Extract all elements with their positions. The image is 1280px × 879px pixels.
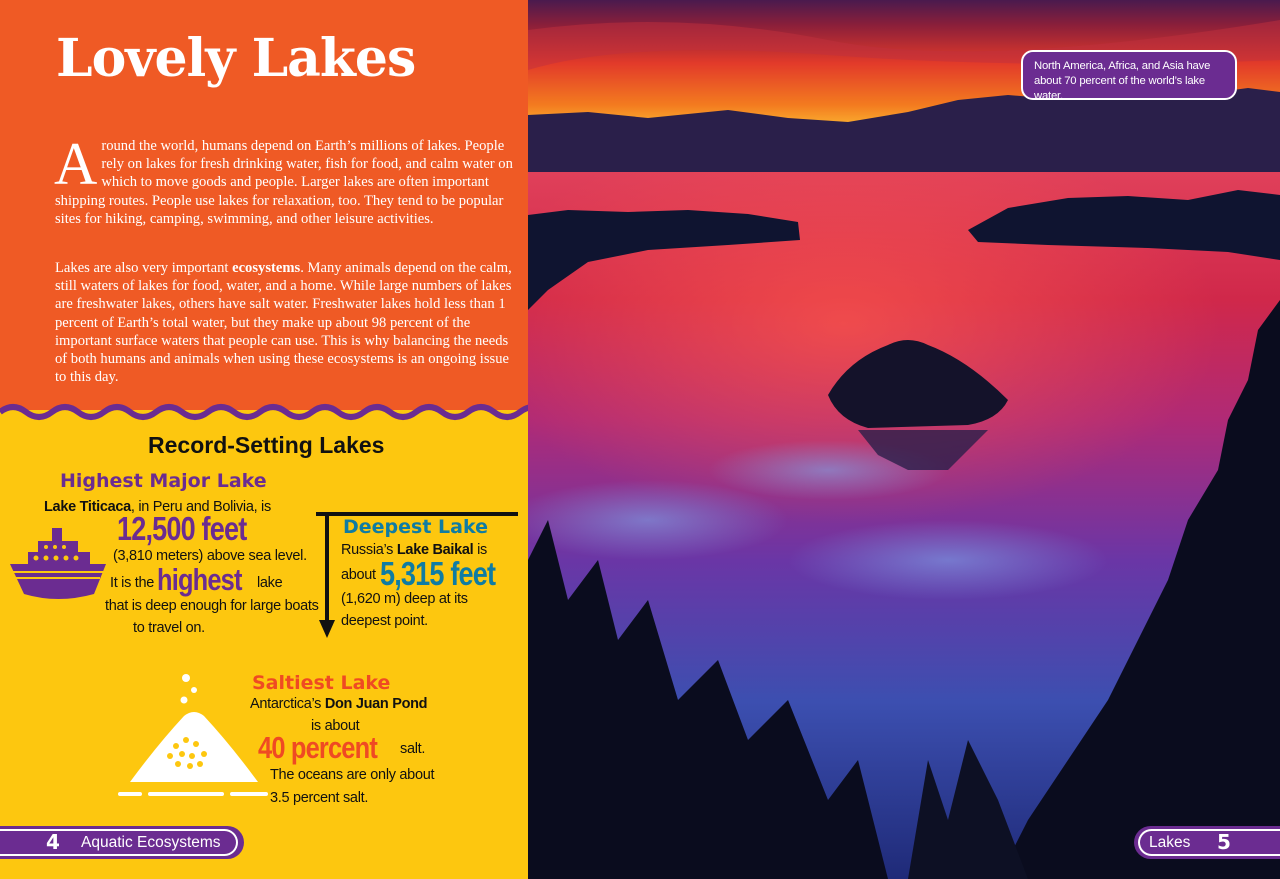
lake-sunset-photo <box>528 0 1280 879</box>
footer-right-tab <box>1134 826 1280 859</box>
page-number-left: 4 <box>46 830 60 854</box>
ecosystems-term: ecosystems <box>232 260 301 276</box>
lake-baikal-name: Lake Baikal <box>396 542 474 558</box>
intro-paragraph-2-start: Lakes are also very important <box>55 260 233 276</box>
right-page <box>528 0 1280 879</box>
saltiest-line-1 <box>250 696 427 712</box>
deepest-line-4: deepest point. <box>341 613 428 629</box>
intro-paragraph-2 <box>55 259 517 386</box>
highest-line-5: to travel on. <box>133 620 205 636</box>
page-title: Lovely Lakes <box>56 28 416 89</box>
highest-elevation-value: 12,500 feet <box>117 510 247 547</box>
deepest-line-1-start: Russia’s <box>341 542 397 558</box>
deepest-line-1-end: is <box>473 542 487 558</box>
highest-line-3-end: lake <box>257 575 283 591</box>
saltiest-line-5: 3.5 percent salt. <box>270 790 369 806</box>
footer-chapter-label: Lakes <box>1149 834 1191 851</box>
highest-line-1-rest: , in Peru and Bolivia, is <box>130 499 271 515</box>
highest-line-2: (3,810 meters) above sea level. <box>113 548 307 564</box>
wave-divider <box>0 398 528 432</box>
deepest-line-3: (1,620 m) deep at its <box>341 591 468 607</box>
saltiest-line-3: salt. <box>400 741 426 757</box>
saltiest-line-4: The oceans are only about <box>270 767 435 783</box>
records-heading: Record-Setting Lakes <box>148 432 385 458</box>
drop-cap: A <box>54 131 98 197</box>
highest-line-3-start: It is the <box>110 575 155 591</box>
intro-paragraph-1-text: round the world, humans depend on Earth’s millions of lakes. People rely on lakes for fresh drinking water, fish for food, and calm water on which to move goods and people. Larger lakes are often important shipping routes. People use lakes for relaxation, too. They tend to be popular sites for hiking, camping, swimming, and other leisure activities. <box>55 138 513 227</box>
left-page <box>0 0 528 879</box>
fact-caption-box: North America, Africa, and Asia have about 70 percent of the world’s lake water. <box>1021 50 1237 100</box>
lake-titicaca-name: Lake Titicaca <box>44 499 131 515</box>
page-number-right: 5 <box>1217 830 1231 854</box>
ship-icon <box>8 524 108 604</box>
intro-paragraph-1 <box>54 131 517 228</box>
salt-pile-icon <box>118 666 268 804</box>
saltiest-lake-title: Saltiest Lake <box>252 672 391 694</box>
highest-line-4: that is deep enough for large boats <box>105 598 319 614</box>
highest-lake-title: Highest Major Lake <box>60 470 267 492</box>
saltiest-line-1-start: Antarctica’s <box>250 696 325 712</box>
deepest-lake-title: Deepest Lake <box>343 516 488 538</box>
deepest-line-2-start: about <box>341 567 376 583</box>
intro-paragraph-2-end: . Many animals depend on the calm, still waters of lakes for food, water, and a home. While large numbers of lakes are freshwater lakes, others have salt water. Freshwater lakes hold less than 1 percent of Earth’s total water, but they make up about 98 percent of the important surface waters that people can use. This is why balancing the needs of both humans and animals when using these ecosystems is an ongoing issue to this day. <box>55 260 512 386</box>
don-juan-pond-name: Don Juan Pond <box>324 696 428 712</box>
saltiest-line-2: is about <box>311 718 360 734</box>
saltiest-percent-value: 40 percent <box>258 730 377 765</box>
footer-section-label: Aquatic Ecosystems <box>81 834 221 851</box>
highest-word: highest <box>157 562 242 597</box>
deepest-depth-value: 5,315 feet <box>380 555 496 592</box>
footer-left-tab <box>0 826 244 859</box>
